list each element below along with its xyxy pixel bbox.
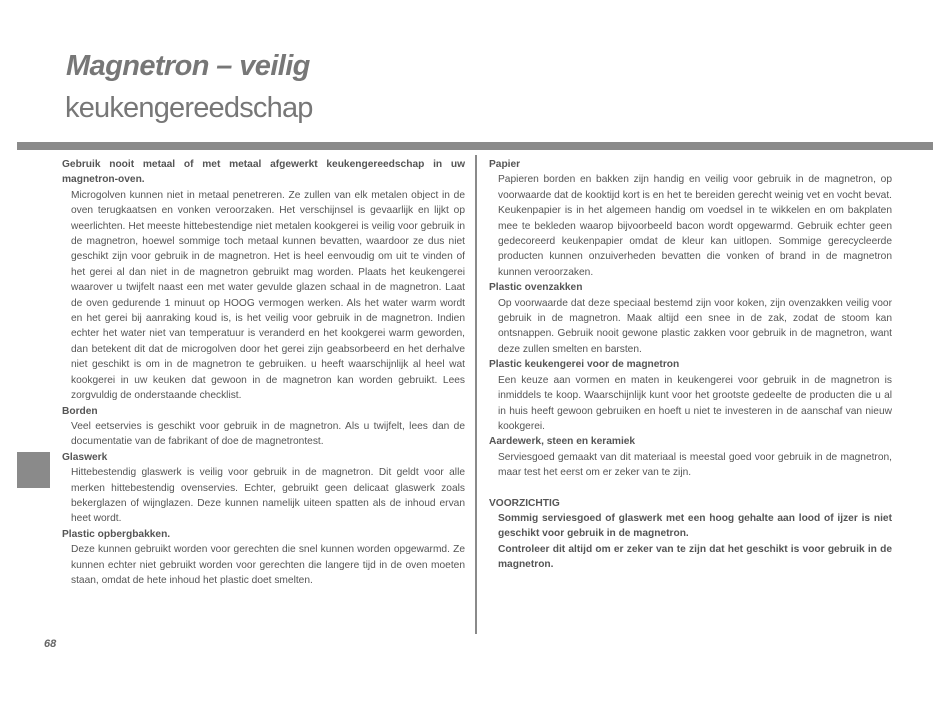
right-column [489,157,892,573]
intro-heading: Gebruik nooit metaal of met metaal afgewerkt keukengereedschap in uw magnetron-oven. [62,159,465,186]
section-text-plastic-keukengerei: Een keuze aan vormen en maten in keukengerei voor gebruik in de magnetron is inmiddels te koop. Waarschijnlijk kunt voor het grootste gedeelte de producten die u al in huis heeft gewoon gebruiken en hoeft u niet te investeren in de aanschaf van nieuw kookgerei. [498,374,892,432]
section-text-plastic-ovenzakken: Op voorwaarde dat deze speciaal bestemd zijn voor koken, zijn ovenzakken veilig voor gebruik in de magnetron. Maak altijd een snee in de zak, zodat de stoom kan ontsnappen. Gebruik nooit gewone plastic zakken voor gebruik in de magnetron, want deze zullen smelten en barsten. [498,297,892,355]
warning-heading: VOORZICHTIG [489,497,560,509]
page-subtitle: keukengereedschap [65,92,313,124]
section-heading-plastic-keukengerei: Plastic keukengerei voor de magnetron [489,359,680,371]
section-heading-glaswerk: Glaswerk [62,451,108,463]
section-text-papier: Papieren borden en bakken zijn handig en veilig voor gebruik in de magnetron, op voorwaarde dat de kooktijd kort is en het te bereiden gerecht weinig vet en vocht bevat. Keukenpapier is in het algemeen handig om voedsel in te wikkelen en om bakplaten mee te bekleden waarop bijvoorbeeld bacon wordt opgewarmd. Gebruik echter geen gedecoreerd keukenpapier omdat de kleur kan uitlopen. Sommige gerecycleerde producten kunnen onzuiverheden bevatten die vonken of brand in de magnetron kunnen veroorzaken. [498,174,892,278]
section-text-plastic-opbergbakken: Deze kunnen gebruikt worden voor gerechten die snel kunnen worden opgewarmd. Ze kunnen echter niet gebruikt worden voor gerechten die langere tijd in de oven moeten staan, omdat de hete inhoud het plastic doet smelten. [71,544,465,586]
column-divider [475,155,477,634]
section-text-glaswerk: Hittebestendig glaswerk is veilig voor gebruik in de magnetron. Dit geldt voor alle merken hittebestendig ovenservies. Echter, gebruikt geen delicaat glaswerk zoals bekerglazen of wijnglazen. Deze kunnen namelijk uiteen spatten als de inhoud ervan heet wordt. [71,467,465,525]
section-text-borden: Veel eetservies is geschikt voor gebruik in de magnetron. Als u twijfelt, lees dan de documentatie van de fabrikant of doe de magnetrontest. [71,420,465,448]
page-title: Magnetron – veilig [66,50,310,82]
side-tab-marker [17,452,50,488]
warning-line: Sommig serviesgoed of glaswerk met een hoog gehalte aan lood of ijzer is niet geschikt voor gebruik in de magnetron. [498,512,892,540]
intro-text: Microgolven kunnen niet in metaal penetreren. Ze zullen van elk metalen object in de oven terugkaatsen en vonken veroorzaken. Het verschijnsel is gevaarlijk en lijkt op weerlichten. Het meeste hittebestendige niet metalen kookgerei is veilig voor gebruik in de magnetron, hoewel sommige toch metaal kunnen bevatten, waardoor ze dus niet geschikt zijn voor gebruik in de magnetron. Het is heel eenvoudig om uit te vinden of het gerei al dan niet in de magnetron gebruikt mag worden. Plaats het keukengerei waarover u twijfelt naast een met water gevulde glazen schaal in de magnetron. Laat de oven gedurende 1 minuut op HOOG vermogen werken. Als het water warm wordt en het gerei bij aanraking koud is, is het veilig voor gebruik in de magnetron. Indien echter het water niet van temperatuur is veranderd en het kookgerei warm geworden, dan betekent dit dat de microgolven door het gerei zijn geabsorbeerd en het derhalve niet geschikt is om in de magnetron te gebruiken. u heeft waarschijnlijk al heel wat kookgerei in uw keuken dat gewoon in de magnetron kan worden gebruikt. Lees zorgvuldig de onderstaande checklist. [71,189,465,402]
section-heading-aardewerk: Aardewerk, steen en keramiek [489,436,636,448]
section-heading-papier: Papier [489,159,521,170]
section-text-aardewerk: Serviesgoed gemaakt van dit materiaal is meestal goed voor gebruik in de magnetron, maar test het eerst om er zeker van te zijn. [498,451,892,479]
section-heading-plastic-opbergbakken: Plastic opbergbakken. [62,528,171,540]
page-number: 68 [44,638,57,650]
section-heading-borden: Borden [62,405,98,417]
section-heading-plastic-ovenzakken: Plastic ovenzakken [489,282,583,294]
left-column [62,157,465,588]
header-rule [17,142,933,150]
warning-line: Controleer dit altijd om er zeker van te zijn dat het geschikt is voor gebruik in de magnetron. [498,543,892,571]
